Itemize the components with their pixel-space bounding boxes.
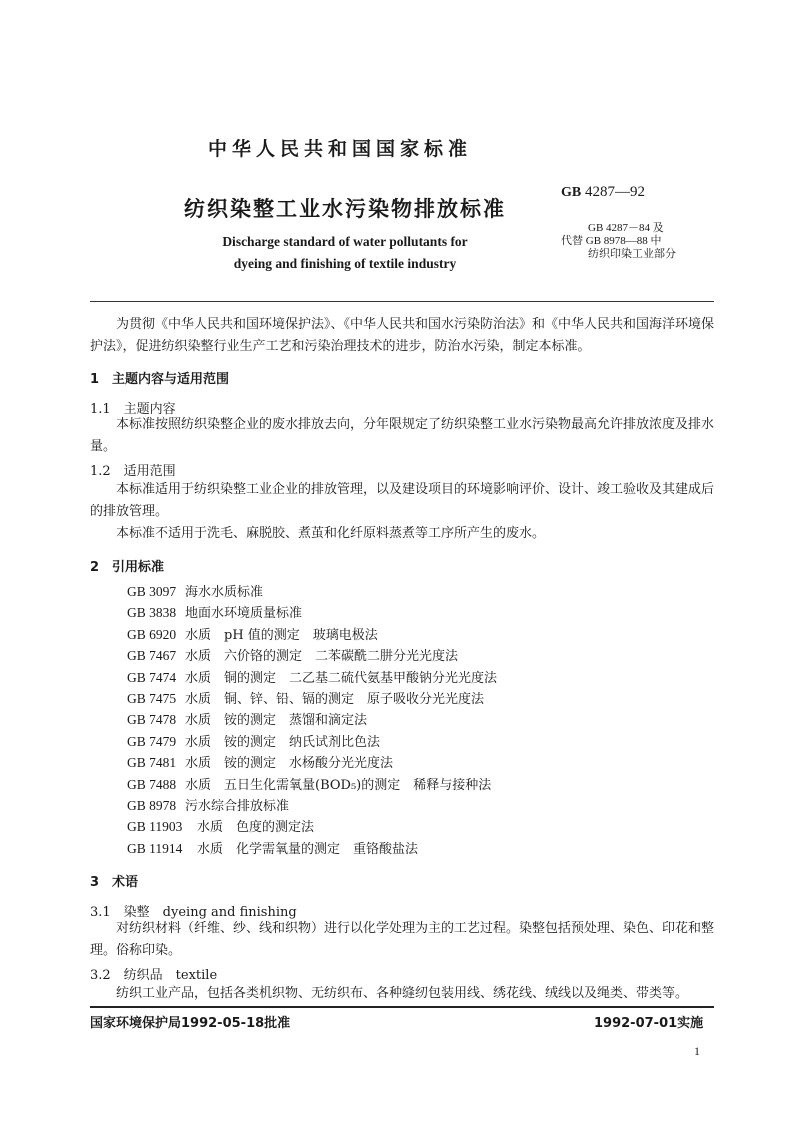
ref-code: GB 7467 xyxy=(127,648,177,664)
english-title-line-1: Discharge standard of water pollutants for xyxy=(222,234,468,249)
ref-code: GB 7488 xyxy=(127,776,177,792)
section-3-heading: 3 术语 xyxy=(90,875,139,890)
english-title-line-2: dyeing and finishing of textile industry xyxy=(233,256,457,271)
ref-code: GB 7479 xyxy=(127,733,177,749)
section-3-2-heading: 3.2 纺织品 textile xyxy=(90,968,218,983)
ref-code: GB 7475 xyxy=(127,691,177,707)
ref-title: 水质 色度的测定法 xyxy=(197,820,315,836)
section-2-heading: 2 引用标准 xyxy=(90,560,165,575)
section-1-2-text-2: 本标准不适用于洗毛、麻脱胶、煮茧和化纤原料蒸煮等工序所产生的废水。 xyxy=(116,526,546,541)
list-item xyxy=(127,817,497,838)
list-item xyxy=(127,689,497,710)
section-1-2-heading: 1.2 适用范围 xyxy=(90,464,176,479)
section-3-1-heading: 3.1 染整 dyeing and finishing xyxy=(90,905,297,920)
referenced-standards-list xyxy=(127,582,497,860)
list-item xyxy=(127,646,497,667)
standard-number-value: 4287—92 xyxy=(584,184,645,200)
ref-code: GB 6920 xyxy=(127,626,177,642)
standard-prefix: GB xyxy=(561,185,582,200)
list-item xyxy=(127,775,497,796)
ref-title: 海水水质标准 xyxy=(185,585,264,600)
ref-title: 水质 铜的测定 二乙基二硫代氨基甲酸钠分光光度法 xyxy=(185,670,498,686)
ref-title: 水质 化学需氧量的测定 重铬酸盐法 xyxy=(197,841,419,857)
approval-date: 国家环境保护局1992-05-18批准 xyxy=(90,1016,291,1031)
ref-code: GB 7478 xyxy=(127,712,177,728)
ref-title: 水质 铵的测定 水杨酸分光光度法 xyxy=(185,756,394,772)
section-3-2-text: 纺织工业产品，包括各类机织物、无纺织布、各种缝纫包装用线、绣花线、绒线以及绳类、带类等。 xyxy=(116,986,689,1001)
section-1-heading: 1 主题内容与适用范围 xyxy=(90,372,230,387)
ref-code: GB 7474 xyxy=(127,669,177,685)
list-item xyxy=(127,710,497,731)
section-1-1-text: 本标准按照纺织染整企业的废水排放去向，分年限规定了纺织染整工业水污染物最高允许排放浓度及排水量。 xyxy=(90,417,715,454)
ref-title: 水质 六价铬的测定 二苯碳酰二肼分光光度法 xyxy=(185,649,459,665)
section-3-1-text: 对纺织材料（纤维、纱、线和织物）进行以化学处理为主的工艺过程。染整包括预处理、染色、印花和整理。俗称印染。 xyxy=(90,921,715,958)
effective-date: 1992-07-01实施 xyxy=(594,1016,704,1031)
ref-title: 水质 铵的测定 纳氏试剂比色法 xyxy=(185,734,381,750)
standard-number xyxy=(561,184,645,201)
ref-code: GB 7481 xyxy=(127,755,177,771)
footer-divider xyxy=(90,1006,714,1008)
ref-title: 水质 铜、锌、铅、镉的测定 原子吸收分光光度法 xyxy=(185,692,485,708)
ref-title: 水质 pH 值的测定 玻璃电极法 xyxy=(185,627,378,643)
national-standard-heading: 中华人民共和国国家标准 xyxy=(207,138,472,160)
replaces-line-3: 纺织印染工业部分 xyxy=(588,248,676,260)
list-item xyxy=(127,625,497,646)
list-item xyxy=(127,582,497,603)
document-title: 纺织染整工业水污染物排放标准 xyxy=(184,197,506,221)
ref-title: 污水综合排放标准 xyxy=(185,799,290,815)
section-1-2-text-1: 本标准适用于纺织染整工业企业的排放管理，以及建设项目的环境影响评价、设计、竣工验收及其建成后的排放管理。 xyxy=(90,482,715,519)
ref-code: GB 3097 xyxy=(127,584,177,599)
ref-code: GB 8978 xyxy=(127,798,177,814)
replaces-line-2: 代替 GB 8978—88 中 xyxy=(561,235,662,247)
header-divider xyxy=(90,301,714,302)
list-item xyxy=(127,668,497,689)
list-item xyxy=(127,603,497,624)
ref-title: 水质 五日生化需氧量(BOD₅)的测定 稀释与接种法 xyxy=(185,777,492,793)
list-item xyxy=(127,796,497,817)
ref-title: 水质 铵的测定 蒸馏和滴定法 xyxy=(185,713,368,729)
list-item xyxy=(127,732,497,753)
list-item xyxy=(127,839,497,860)
intro-paragraph: 为贯彻《中华人民共和国环境保护法》、《中华人民共和国水污染防治法》和《中华人民共和国海洋环境保护法》，促进纺织染整行业生产工艺和污染治理技术的进步，防治水污染，制定本标准。 xyxy=(90,317,715,354)
list-item xyxy=(127,753,497,774)
section-1-1-heading: 1.1 主题内容 xyxy=(90,402,176,417)
ref-code: GB 11903 xyxy=(127,819,183,835)
ref-title: 地面水环境质量标准 xyxy=(185,606,303,622)
replaces-note xyxy=(561,222,676,261)
ref-code: GB 11914 xyxy=(127,840,183,856)
page-number: 1 xyxy=(694,1044,700,1058)
replaces-line-1: GB 4287－84 及 xyxy=(588,222,664,234)
ref-code: GB 3838 xyxy=(127,605,177,621)
